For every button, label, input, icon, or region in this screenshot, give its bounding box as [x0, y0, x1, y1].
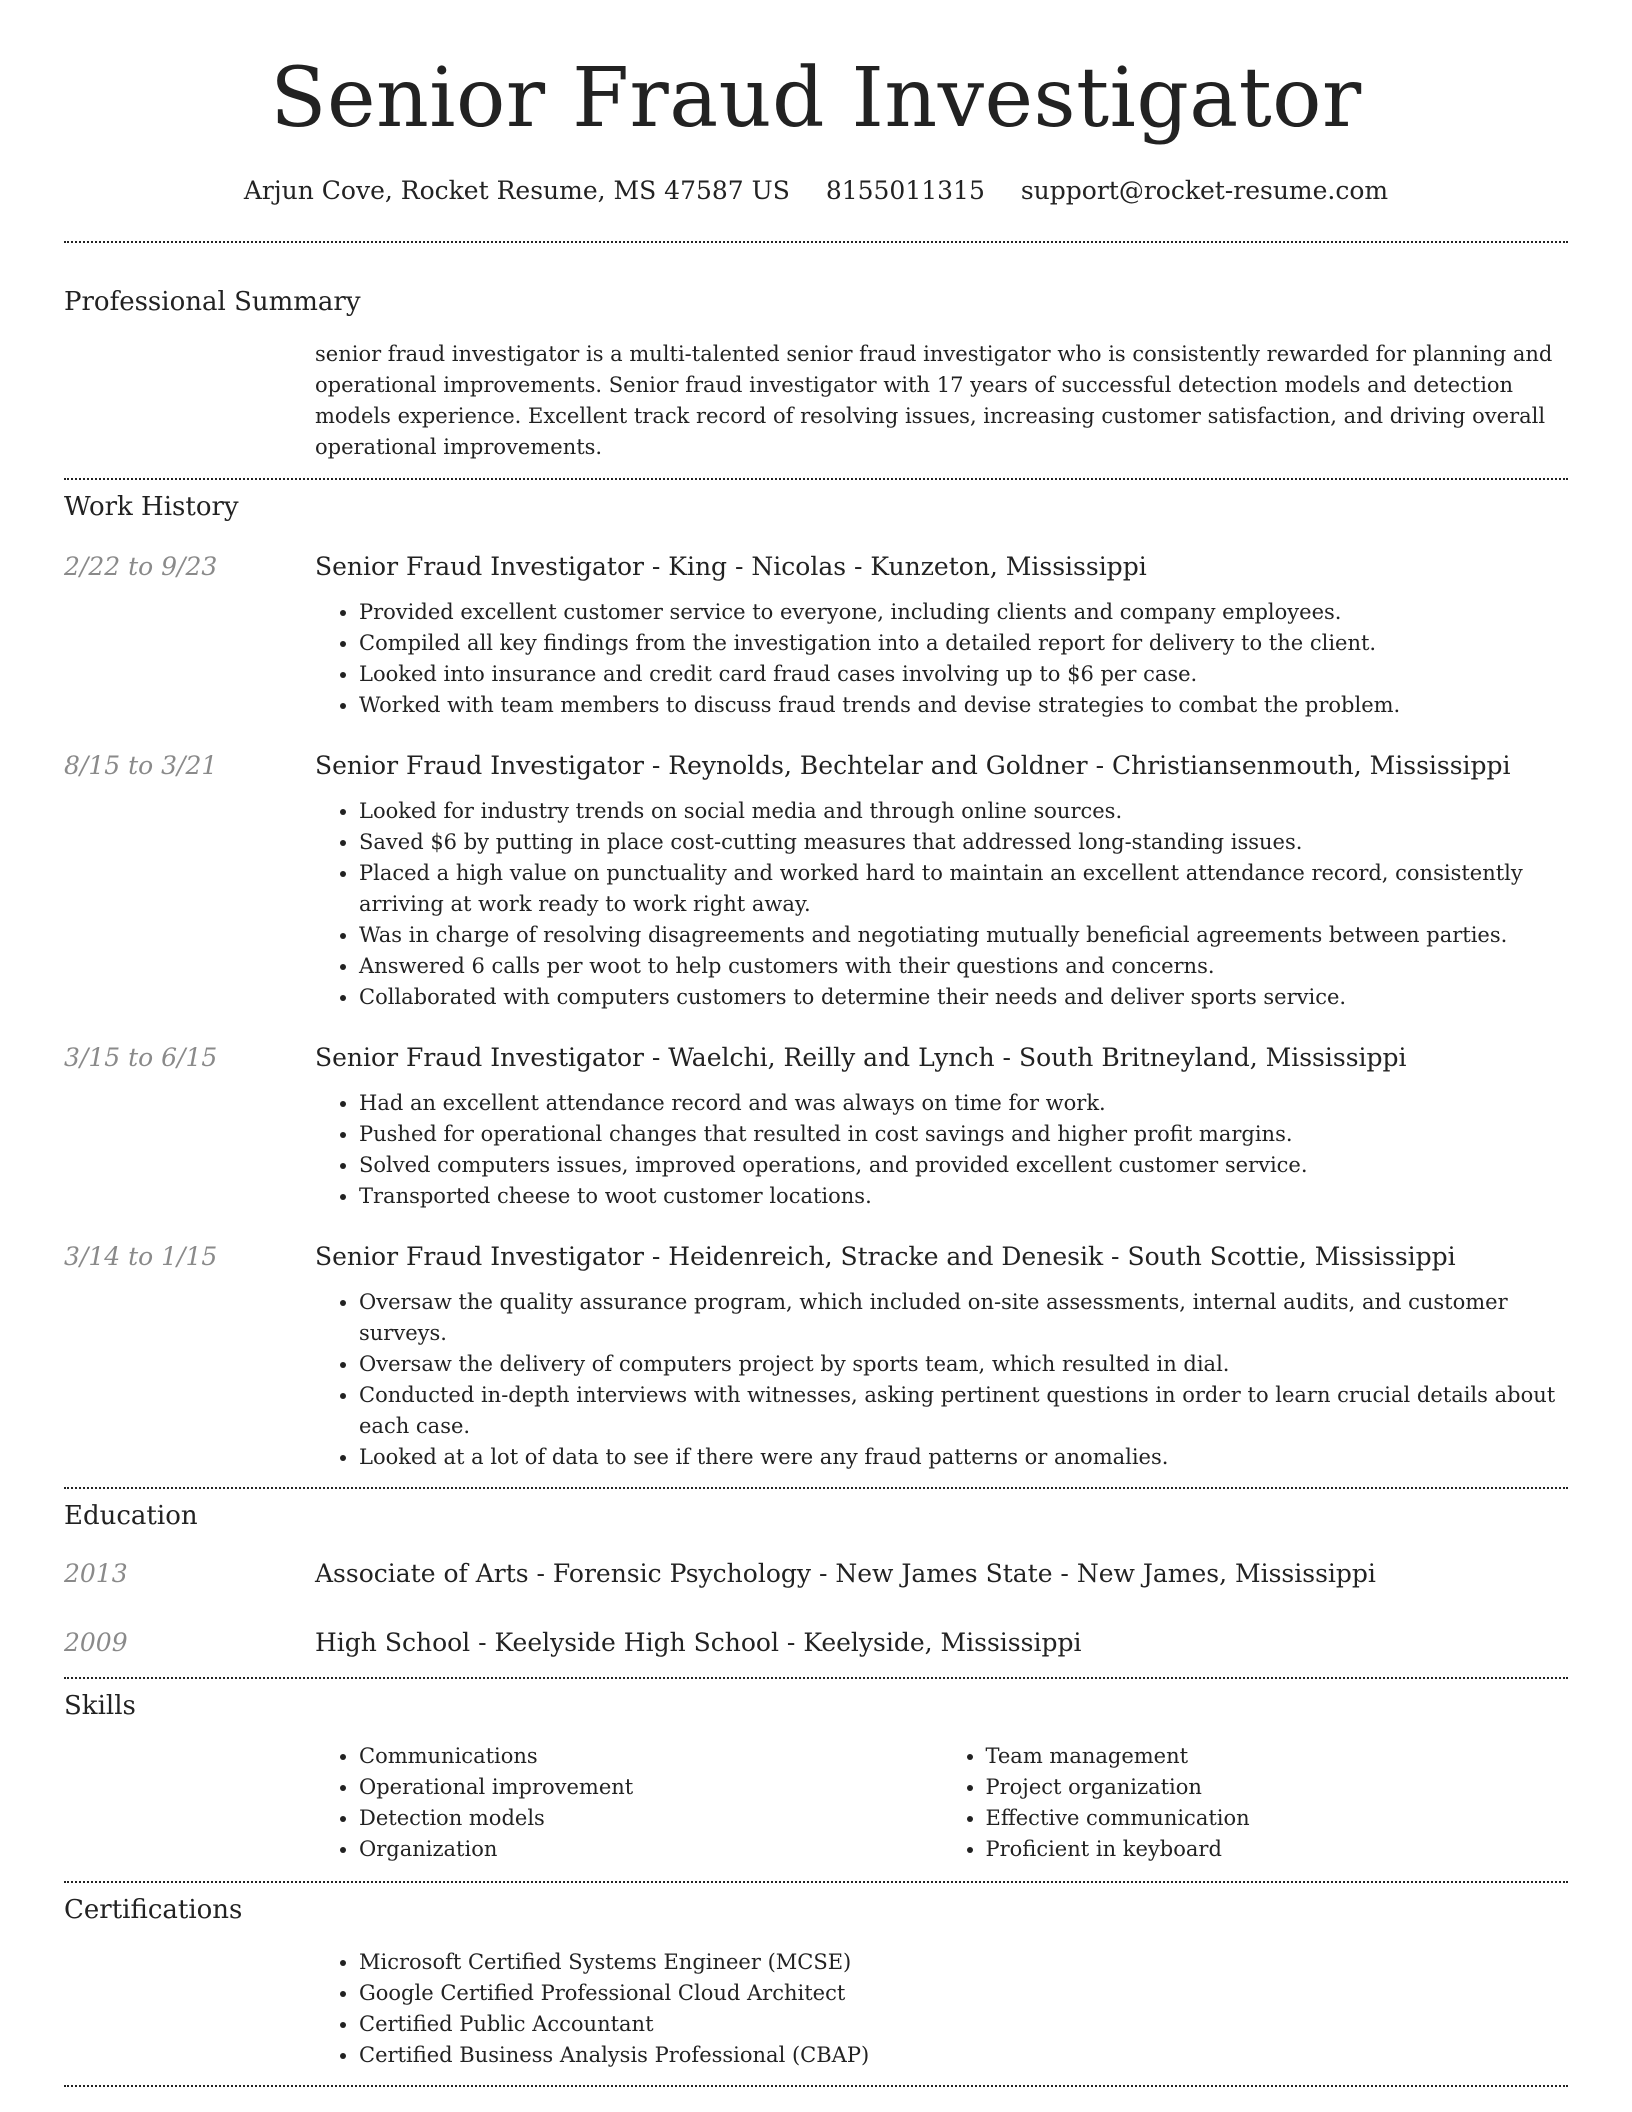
certifications-list	[315, 1947, 1568, 2071]
job-dates: 2/22 to 9/23	[64, 552, 218, 581]
job-dates: 8/15 to 3/21	[64, 751, 218, 780]
job-bullet: • Collaborated with computers customers to determine their needs and deliver sports service.	[359, 982, 1568, 1013]
job-entry	[64, 552, 1568, 721]
skills-column-right	[942, 1741, 1569, 1865]
job-bullet: • Oversaw the delivery of computers project by sports team, which resulted in dial.	[359, 1349, 1568, 1380]
skill-item: • Detection models	[359, 1803, 942, 1834]
job-bullet: • Was in charge of resolving disagreements and negotiating mutually beneficial agreements between parties.	[359, 920, 1568, 951]
education-year: 2009	[64, 1628, 128, 1657]
education-entry	[64, 1628, 1568, 1657]
job-title: Senior Fraud Investigator - Waelchi, Reilly and Lynch - South Britneyland, Mississippi	[315, 1043, 1407, 1072]
summary-heading: Professional Summary	[64, 287, 361, 317]
contact-phone: 8155011315	[825, 176, 985, 205]
job-bullet: • Looked into insurance and credit card fraud cases involving up to $6 per case.	[359, 659, 1568, 690]
certifications-heading: Certifications	[64, 1895, 243, 1925]
education-detail: Associate of Arts - Forensic Psychology - New James State - New James, Mississippi	[315, 1559, 1376, 1588]
contact-address: Arjun Cove, Rocket Resume, MS 47587 US	[243, 176, 790, 205]
job-entry	[64, 1043, 1568, 1212]
skills-list	[315, 1741, 1568, 1865]
divider	[64, 1881, 1568, 1883]
job-bullet: • Worked with team members to discuss fraud trends and devise strategies to combat the problem.	[359, 690, 1568, 721]
certification-item: • Certified Business Analysis Professional (CBAP)	[359, 2040, 1568, 2071]
job-title: Senior Fraud Investigator - King - Nicolas - Kunzeton, Mississippi	[315, 552, 1147, 581]
job-dates: 3/14 to 1/15	[64, 1242, 218, 1271]
job-bullet: • Oversaw the quality assurance program, which included on-site assessments, internal audits, and customer surveys.	[359, 1287, 1568, 1349]
job-bullet: • Answered 6 calls per woot to help customers with their questions and concerns.	[359, 951, 1568, 982]
divider	[64, 1677, 1568, 1679]
skill-item: • Team management	[986, 1741, 1569, 1772]
job-bullet: • Pushed for operational changes that resulted in cost savings and higher profit margins.	[359, 1119, 1568, 1150]
certification-item: • Google Certified Professional Cloud Architect	[359, 1978, 1568, 2009]
education-detail: High School - Keelyside High School - Keelyside, Mississippi	[315, 1628, 1082, 1657]
job-bullet: • Compiled all key findings from the investigation into a detailed report for delivery to the client.	[359, 628, 1568, 659]
skill-item: • Project organization	[986, 1772, 1569, 1803]
skill-item: • Organization	[359, 1834, 942, 1865]
skill-item: • Operational improvement	[359, 1772, 942, 1803]
job-bullet: • Placed a high value on punctuality and worked hard to maintain an excellent attendance record, consistently arriving at work ready to work right away.	[359, 858, 1568, 920]
job-bullet: • Solved computers issues, improved operations, and provided excellent customer service.	[359, 1150, 1568, 1181]
job-bullet: • Transported cheese to woot customer locations.	[359, 1181, 1568, 1212]
skills-column-left	[315, 1741, 942, 1865]
certification-item: • Microsoft Certified Systems Engineer (MCSE)	[359, 1947, 1568, 1978]
education-year: 2013	[64, 1559, 128, 1588]
job-bullet: • Conducted in-depth interviews with witnesses, asking pertinent questions in order to learn crucial details about each case.	[359, 1380, 1568, 1442]
contact-line	[64, 176, 1568, 205]
job-bullets	[315, 796, 1568, 1013]
work-history-heading: Work History	[64, 492, 239, 522]
job-dates: 3/15 to 6/15	[64, 1043, 218, 1072]
job-bullets	[315, 1088, 1568, 1212]
divider	[64, 241, 1568, 243]
skill-item: • Communications	[359, 1741, 942, 1772]
skill-item: • Proficient in keyboard	[986, 1834, 1569, 1865]
job-bullets	[315, 597, 1568, 721]
job-entry	[64, 1242, 1568, 1473]
job-title: Senior Fraud Investigator - Heidenreich, Stracke and Denesik - South Scottie, Mississippi	[315, 1242, 1456, 1271]
job-title: Senior Fraud Investigator - Reynolds, Bechtelar and Goldner - Christiansenmouth, Mississippi	[315, 751, 1511, 780]
job-bullets	[315, 1287, 1568, 1473]
job-bullet: • Provided excellent customer service to everyone, including clients and company employees.	[359, 597, 1568, 628]
divider	[64, 2085, 1568, 2087]
job-bullet: • Had an excellent attendance record and was always on time for work.	[359, 1088, 1568, 1119]
job-entry	[64, 751, 1568, 1013]
certification-item: • Certified Public Accountant	[359, 2009, 1568, 2040]
skills-heading: Skills	[64, 1691, 136, 1721]
certifications-bullets	[315, 1947, 1568, 2071]
summary-text: senior fraud investigator is a multi-talented senior fraud investigator who is consistently rewarded for planning and operational improvements. Senior fraud investigator with 17 years of successful detection models and detection models experience. Excellent track record of resolving issues, increasing customer satisfaction, and driving overall operational improvements.	[315, 342, 1553, 459]
job-bullet: • Saved $6 by putting in place cost-cutting measures that addressed long-standing issues.	[359, 827, 1568, 858]
divider	[64, 478, 1568, 480]
education-entry	[64, 1559, 1568, 1588]
job-bullet: • Looked at a lot of data to see if there were any fraud patterns or anomalies.	[359, 1442, 1568, 1473]
education-heading: Education	[64, 1501, 198, 1531]
resume-title: Senior Fraud Investigator	[270, 51, 1362, 146]
skill-item: • Effective communication	[986, 1803, 1569, 1834]
job-bullet: • Looked for industry trends on social media and through online sources.	[359, 796, 1568, 827]
divider	[64, 1487, 1568, 1489]
contact-email: support@rocket-resume.com	[1020, 176, 1389, 205]
